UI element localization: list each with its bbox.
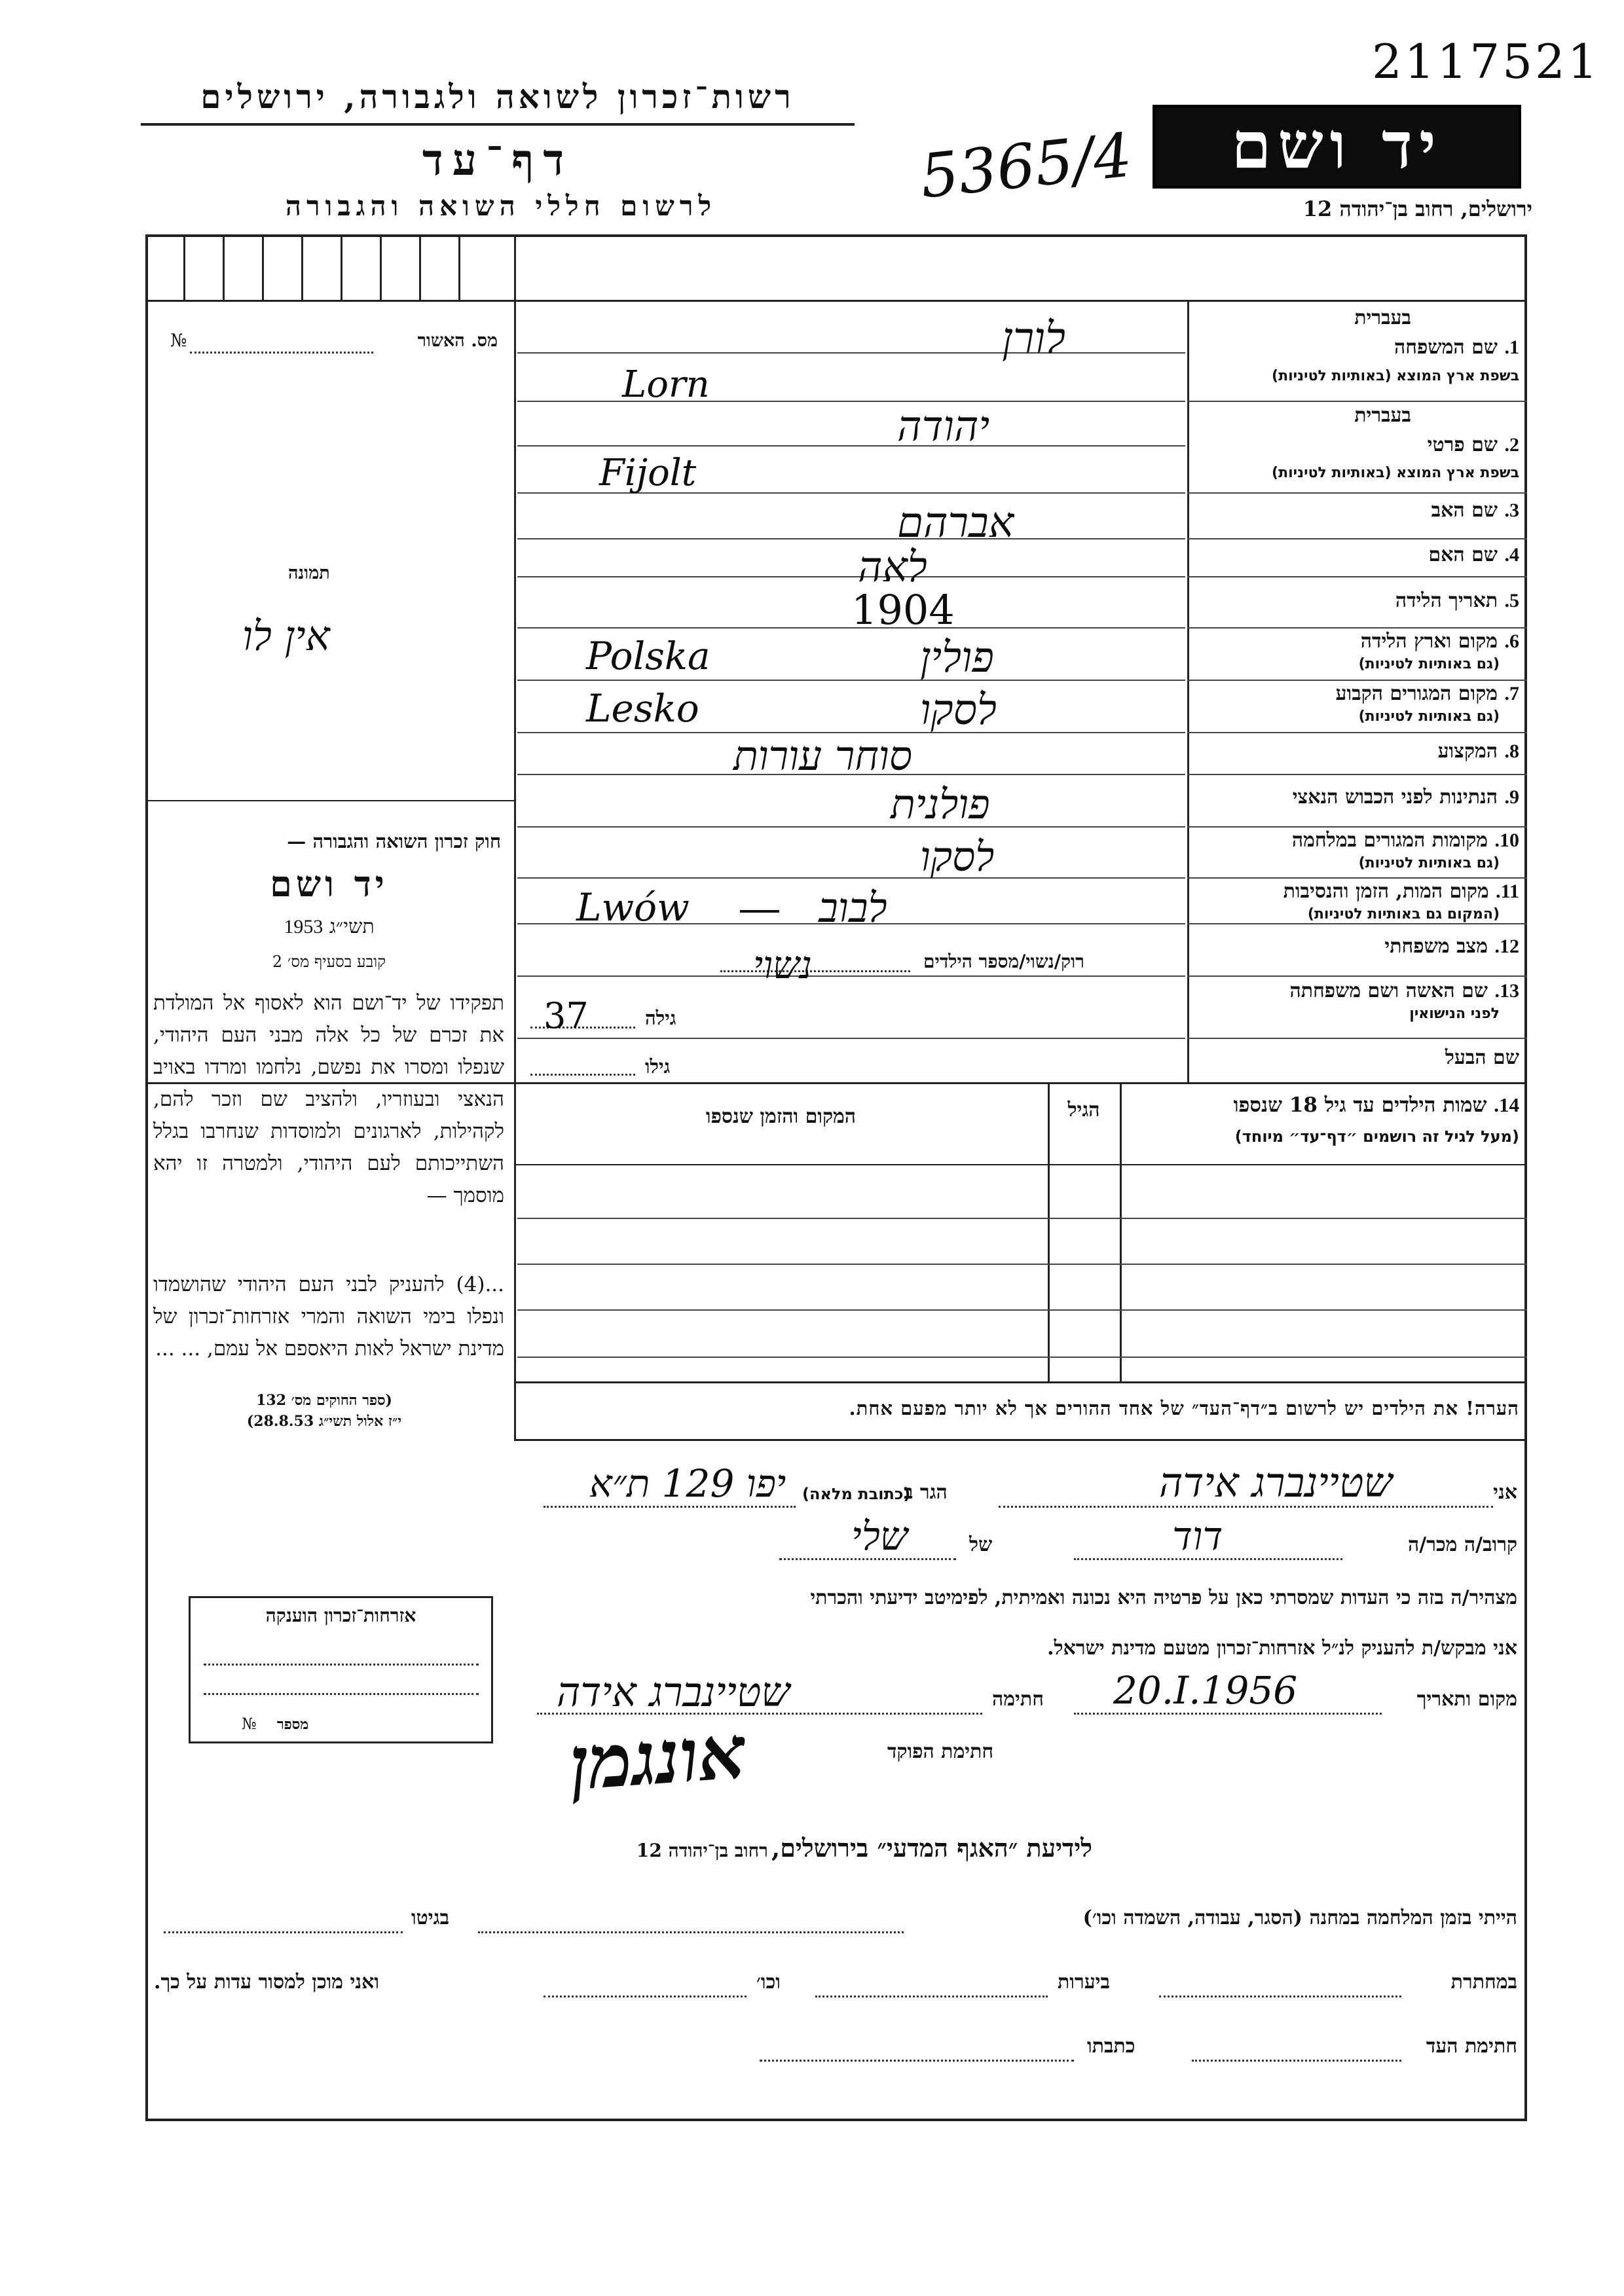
residence-latin: Lesko	[586, 686, 699, 731]
field-5-label: 5. תאריך הלידה	[1395, 589, 1519, 612]
address-line: ירושלים, רחוב בן־יהודה 12	[1302, 196, 1532, 221]
of-value: שלי	[851, 1514, 908, 1559]
declaration-i: אני	[1493, 1481, 1517, 1504]
date-value: 20.I.1956	[1113, 1668, 1298, 1713]
children-section-sub: (מעל לגיל זה רושמים ״דף־עד״ מיוחד)	[1234, 1127, 1519, 1146]
children-col-age: הגיל	[1067, 1099, 1100, 1121]
photo-label: תמונה	[288, 563, 330, 583]
page-header	[0, 0, 1624, 236]
first-name-latin: Fijolt	[599, 452, 697, 494]
citizenship-box: אזרחות־זכרון הוענקה מספר №	[189, 1596, 493, 1743]
clause-4-paragraph: ...(4) להעניק לבני העם היהודי שהושמדו ונפלו בימי השואה והמרי אזרחות־זכרון של מדינת ישראל לאות היאספם אל עמם, ... ...	[153, 1273, 504, 1360]
officer-signature-label: חתימת הפוקד	[887, 1740, 994, 1763]
citizenship-box-title: אזרחות־זכרון הוענקה	[265, 1605, 416, 1626]
family-name-latin: Lorn	[622, 363, 710, 406]
footer-partisans: במחתרת	[1450, 1971, 1517, 1994]
birth-date: 1904	[851, 586, 955, 634]
field-4-label: 4. שם האם	[1428, 543, 1519, 566]
authority-name: רשות־זכרון לשואה ולגבורה, ירושלים	[200, 77, 795, 116]
field-9-label: 9. הנתינות לפני הכבוש הנאצי	[1292, 786, 1519, 809]
witness-signature: שטיינברג אידה	[557, 1668, 790, 1716]
field-3-label: 3. שם האב	[1431, 499, 1519, 522]
photo-note-handwritten: אין לו	[242, 612, 330, 660]
birth-place-latin: Polska	[586, 634, 710, 678]
corner-number: 2117521	[1372, 34, 1600, 89]
nationality: פולנית	[891, 780, 990, 828]
footer-ready: ואני מוכן למסור עדות על כך.	[154, 1971, 380, 1994]
law-title: חוק זכרון השואה והגבורה —	[287, 830, 501, 852]
marital-status-label: רוק/נשוי/מספר הילדים	[923, 951, 1084, 972]
statement-line-1: מצהיר/ה בזה כי העדות שמסרתי כאן על פרטיה היא נכונה ואמיתית, לפימיטב ידיעתי והכרתי	[810, 1586, 1517, 1609]
footer-line1-label: הייתי בזמן המלחמה במחנה (הסגר, עבודה, השמדה וכו׳)	[1082, 1906, 1517, 1929]
law-reference-2: י״ז אלול תשי״ג 28.8.53)	[246, 1413, 402, 1430]
statement-line-2: אני מבקש/ת להעניק לנ״ל אזרחות־זכרון מטעם מדינת ישראל.	[1047, 1637, 1517, 1660]
law-logo: יד ושם	[270, 863, 388, 905]
note-row: הערה! את הילדים יש לרשום ב״דף־העד״ של אחד ההורים אך לא יותר מפעם אחת.	[849, 1397, 1519, 1419]
marital-status-value: נשוי	[753, 943, 812, 987]
field-2-label: בעברית 2. שם פרטי בשפת ארץ המוצא (באותיות לטיניות)	[1272, 404, 1519, 481]
footer-forests: ביערות	[1058, 1971, 1111, 1994]
field-12-label: 12. מצב משפחתי	[1384, 935, 1519, 958]
form-subtitle: לרשום חללי השואה והגבורה	[285, 190, 717, 222]
footer-witness-signature: חתימת העד	[1426, 2035, 1517, 2058]
of-label: של	[969, 1533, 993, 1556]
witness-name: שטיינברג אידה	[1159, 1459, 1393, 1506]
address-hint: (כתובת מלאה)	[802, 1485, 911, 1503]
form-title: דף־עד	[422, 134, 574, 185]
approval-number-field: מס. האשור №	[164, 331, 498, 357]
officer-signature: אונגמן	[566, 1709, 749, 1808]
footer-witness-address: כתבתו	[1087, 2035, 1135, 2058]
field-8-label: 8. המקצוע	[1437, 740, 1519, 763]
purpose-paragraph: תפקידו של יד־ושם הוא לאסוף אל המולדת את זכרם של כל אלה מבני העם היהודי, שנפלו ומסרו את נפשם, נלחמו ומרדו באויב הנאצי ובעוזריו, ולהציב שם וזכר להם, לקהילות, לארגונים ולמוסדות שנחרבו בגלל השתייכותם לעם היהודי, ולמטרה זו יהא מוסמך —	[153, 991, 504, 1207]
field-1-label: בעברית 1. שם המשפחה בשפת ארץ המוצא (באותיות לטיניות)	[1272, 306, 1519, 384]
law-reference-1: (ספר החוקים מס׳ 132	[256, 1392, 392, 1409]
handwritten-reference: 5365/4	[917, 120, 1135, 212]
occupation: סוחר עורות	[733, 732, 913, 780]
husband-label: שם הבעל	[1445, 1046, 1519, 1069]
relation-label: קרוב/ה מכר/ה	[1408, 1533, 1517, 1556]
residence-hebrew: לסקו	[920, 686, 997, 735]
law-year: תשי״ג 1953	[284, 915, 375, 938]
footer-etc: וכו׳	[756, 1971, 781, 1994]
death-place-latin: Lwów	[576, 885, 690, 930]
children-section-label: 14. שמות הילדים עד גיל 18 שנספו	[1233, 1093, 1519, 1117]
signature-label: חתימה	[992, 1688, 1044, 1711]
family-name-hebrew: לורן	[1002, 313, 1066, 363]
relation-value: דוד	[1172, 1514, 1223, 1559]
mother-name: לאה	[858, 543, 927, 592]
witness-address: יפו 129 ת״א	[589, 1461, 786, 1506]
children-col-place: המקום והזמן שנספו	[705, 1105, 857, 1128]
footer-ghetto: בגיטו	[411, 1906, 450, 1929]
father-name: אברהם	[897, 499, 1014, 547]
resident-label: הגר ב	[904, 1481, 948, 1504]
wife-age-value: 37	[544, 995, 589, 1036]
death-place-hebrew: לבוב	[819, 884, 887, 932]
wartime-residence: לסקו	[920, 833, 995, 881]
birth-place-hebrew: פולין	[920, 634, 994, 682]
authority-underline	[141, 123, 855, 126]
place-date-label: מקום ותאריך	[1416, 1688, 1517, 1711]
husband-age-label: גילו	[645, 1055, 671, 1078]
wife-age-label: גילה	[645, 1007, 676, 1029]
law-clause: קובע בסעיף מס׳ 2	[272, 953, 386, 971]
first-name-hebrew: יהודה	[897, 403, 990, 451]
yad-vashem-logo: יד ושם	[1153, 105, 1521, 189]
footer-title: לידיעת ״האגף המדעי״ בירושלים, רחוב בן־יהודה 12	[636, 1833, 1093, 1863]
